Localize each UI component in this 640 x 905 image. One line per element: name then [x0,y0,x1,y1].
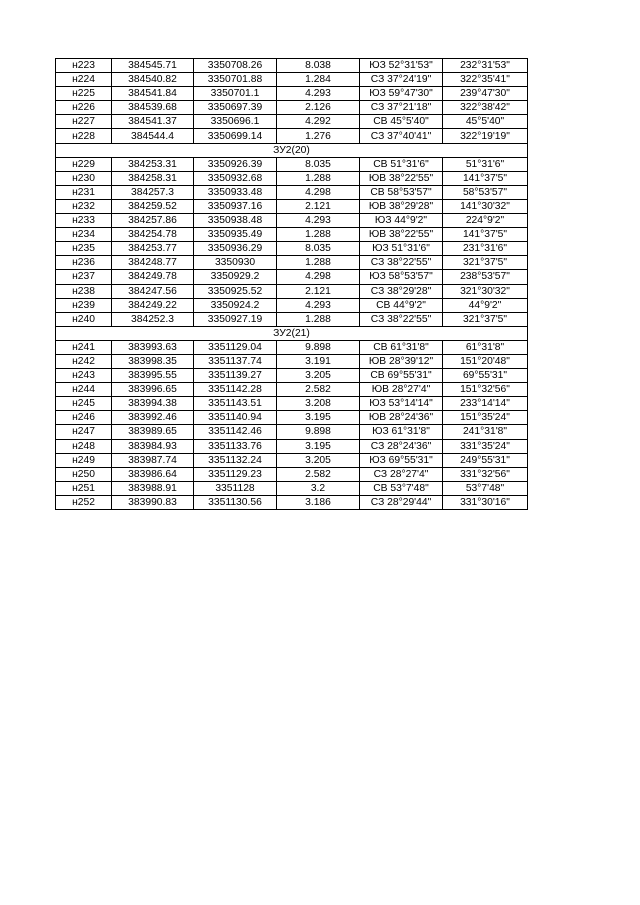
azimuth-cell: 322°19'19" [443,129,528,143]
point-name-cell: н233 [56,214,112,228]
y-coordinate-cell: 3350926.39 [194,157,277,171]
distance-cell: 2.582 [277,467,360,481]
azimuth-cell: 141°30'32" [443,199,528,213]
rhumb-cell: СВ 69°55'31" [360,369,443,383]
azimuth-cell: 238°53'57" [443,270,528,284]
point-name-cell: н247 [56,425,112,439]
x-coordinate-cell: 383984.93 [112,439,194,453]
rhumb-cell: ЮЗ 61°31'8" [360,425,443,439]
point-name-cell: н241 [56,340,112,354]
table-row [56,228,528,242]
azimuth-cell: 141°37'5" [443,228,528,242]
distance-cell: 1.288 [277,228,360,242]
rhumb-cell: ЮЗ 44°9'2" [360,214,443,228]
x-coordinate-cell: 384248.77 [112,256,194,270]
azimuth-cell: 151°20'48" [443,354,528,368]
azimuth-cell: 233°14'14" [443,397,528,411]
distance-cell: 2.126 [277,101,360,115]
x-coordinate-cell: 384258.31 [112,171,194,185]
distance-cell: 3.208 [277,397,360,411]
point-name-cell: н252 [56,495,112,509]
azimuth-cell: 322°38'42" [443,101,528,115]
point-name-cell: н240 [56,312,112,326]
y-coordinate-cell: 3351129.23 [194,467,277,481]
distance-cell: 4.293 [277,214,360,228]
distance-cell: 9.898 [277,425,360,439]
point-name-cell: н248 [56,439,112,453]
distance-cell: 3.205 [277,369,360,383]
table-row [56,256,528,270]
y-coordinate-cell: 3351142.28 [194,383,277,397]
table-row [56,495,528,509]
y-coordinate-cell: 3351133.76 [194,439,277,453]
point-name-cell: н243 [56,369,112,383]
azimuth-cell: 45°5'40" [443,115,528,129]
y-coordinate-cell: 3350933.48 [194,185,277,199]
distance-cell: 4.292 [277,115,360,129]
table-row [56,73,528,87]
x-coordinate-cell: 384541.84 [112,87,194,101]
y-coordinate-cell: 3351130.56 [194,495,277,509]
table-row [56,185,528,199]
point-name-cell: н226 [56,101,112,115]
coordinates-table [55,58,528,510]
rhumb-cell: ЮЗ 58°53'57" [360,270,443,284]
rhumb-cell: ЮВ 38°22'55" [360,228,443,242]
table-row [56,340,528,354]
azimuth-cell: 224°9'2" [443,214,528,228]
point-name-cell: н232 [56,199,112,213]
distance-cell: 3.191 [277,354,360,368]
rhumb-cell: СЗ 28°24'36" [360,439,443,453]
coordinates-table-body [56,59,528,510]
azimuth-cell: 321°37'5" [443,312,528,326]
point-name-cell: н245 [56,397,112,411]
x-coordinate-cell: 384253.31 [112,157,194,171]
x-coordinate-cell: 384545.71 [112,59,194,73]
point-name-cell: н234 [56,228,112,242]
rhumb-cell: СЗ 37°21'18" [360,101,443,115]
x-coordinate-cell: 383995.55 [112,369,194,383]
point-name-cell: н246 [56,411,112,425]
x-coordinate-cell: 384257.3 [112,185,194,199]
azimuth-cell: 58°53'57" [443,185,528,199]
rhumb-cell: ЮЗ 69°55'31" [360,453,443,467]
y-coordinate-cell: 3351142.46 [194,425,277,439]
rhumb-cell: ЮЗ 51°31'6" [360,242,443,256]
y-coordinate-cell: 3350699.14 [194,129,277,143]
azimuth-cell: 231°31'6" [443,242,528,256]
table-row [56,298,528,312]
y-coordinate-cell: 3351139.27 [194,369,277,383]
point-name-cell: н238 [56,284,112,298]
distance-cell: 1.288 [277,312,360,326]
distance-cell: 3.186 [277,495,360,509]
x-coordinate-cell: 384541.37 [112,115,194,129]
table-row [56,129,528,143]
point-name-cell: н250 [56,467,112,481]
x-coordinate-cell: 383986.64 [112,467,194,481]
azimuth-cell: 151°35'24" [443,411,528,425]
table-row [56,383,528,397]
table-row [56,453,528,467]
azimuth-cell: 321°30'32" [443,284,528,298]
rhumb-cell: СЗ 37°40'41" [360,129,443,143]
rhumb-cell: ЮВ 28°27'4" [360,383,443,397]
rhumb-cell: СВ 45°5'40" [360,115,443,129]
rhumb-cell: СВ 53°7'48" [360,481,443,495]
x-coordinate-cell: 383998.35 [112,354,194,368]
point-name-cell: н230 [56,171,112,185]
rhumb-cell: СЗ 38°22'55" [360,312,443,326]
x-coordinate-cell: 383989.65 [112,425,194,439]
y-coordinate-cell: 3350701.1 [194,87,277,101]
azimuth-cell: 249°55'31" [443,453,528,467]
distance-cell: 4.298 [277,185,360,199]
distance-cell: 3.195 [277,411,360,425]
azimuth-cell: 232°31'53" [443,59,528,73]
distance-cell: 4.293 [277,87,360,101]
section-header-row [56,143,528,157]
point-name-cell: н236 [56,256,112,270]
azimuth-cell: 322°35'41" [443,73,528,87]
azimuth-cell: 331°30'16" [443,495,528,509]
x-coordinate-cell: 383992.46 [112,411,194,425]
x-coordinate-cell: 384249.78 [112,270,194,284]
rhumb-cell: ЮЗ 59°47'30" [360,87,443,101]
rhumb-cell: ЮЗ 52°31'53" [360,59,443,73]
table-row [56,270,528,284]
x-coordinate-cell: 383988.91 [112,481,194,495]
x-coordinate-cell: 383994.38 [112,397,194,411]
table-row [56,157,528,171]
azimuth-cell: 51°31'6" [443,157,528,171]
y-coordinate-cell: 3351137.74 [194,354,277,368]
distance-cell: 8.035 [277,157,360,171]
point-name-cell: н251 [56,481,112,495]
point-name-cell: н237 [56,270,112,284]
rhumb-cell: ЮВ 28°39'12" [360,354,443,368]
y-coordinate-cell: 3350929.2 [194,270,277,284]
rhumb-cell: СЗ 28°27'4" [360,467,443,481]
table-row [56,312,528,326]
x-coordinate-cell: 384544.4 [112,129,194,143]
table-row [56,115,528,129]
y-coordinate-cell: 3351140.94 [194,411,277,425]
azimuth-cell: 239°47'30" [443,87,528,101]
azimuth-cell: 331°32'56" [443,467,528,481]
y-coordinate-cell: 3350936.29 [194,242,277,256]
rhumb-cell: СВ 61°31'8" [360,340,443,354]
y-coordinate-cell: 3350924.2 [194,298,277,312]
rhumb-cell: СВ 58°53'57" [360,185,443,199]
point-name-cell: н227 [56,115,112,129]
distance-cell: 8.035 [277,242,360,256]
y-coordinate-cell: 3350696.1 [194,115,277,129]
x-coordinate-cell: 384247.56 [112,284,194,298]
point-name-cell: н225 [56,87,112,101]
table-row [56,411,528,425]
azimuth-cell: 141°37'5" [443,171,528,185]
distance-cell: 2.121 [277,284,360,298]
x-coordinate-cell: 384252.3 [112,312,194,326]
table-row [56,425,528,439]
section-label: ЗУ2(20) [56,143,528,157]
point-name-cell: н249 [56,453,112,467]
table-row [56,214,528,228]
x-coordinate-cell: 383993.63 [112,340,194,354]
rhumb-cell: СЗ 37°24'19" [360,73,443,87]
table-row [56,284,528,298]
rhumb-cell: ЮВ 38°22'55" [360,171,443,185]
table-row [56,87,528,101]
x-coordinate-cell: 384259.52 [112,199,194,213]
y-coordinate-cell: 3350925.52 [194,284,277,298]
y-coordinate-cell: 3351143.51 [194,397,277,411]
section-header-row [56,326,528,340]
point-name-cell: н223 [56,59,112,73]
table-row [56,467,528,481]
rhumb-cell: СЗ 38°22'55" [360,256,443,270]
azimuth-cell: 53°7'48" [443,481,528,495]
y-coordinate-cell: 3350930 [194,256,277,270]
distance-cell: 2.121 [277,199,360,213]
rhumb-cell: СЗ 28°29'44" [360,495,443,509]
distance-cell: 8.038 [277,59,360,73]
point-name-cell: н235 [56,242,112,256]
azimuth-cell: 321°37'5" [443,256,528,270]
rhumb-cell: ЮВ 28°24'36" [360,411,443,425]
y-coordinate-cell: 3351129.04 [194,340,277,354]
y-coordinate-cell: 3350697.39 [194,101,277,115]
y-coordinate-cell: 3350932.68 [194,171,277,185]
y-coordinate-cell: 3350938.48 [194,214,277,228]
x-coordinate-cell: 384249.22 [112,298,194,312]
table-row [56,397,528,411]
point-name-cell: н239 [56,298,112,312]
table-row [56,59,528,73]
rhumb-cell: СЗ 38°29'28" [360,284,443,298]
rhumb-cell: ЮВ 38°29'28" [360,199,443,213]
point-name-cell: н231 [56,185,112,199]
x-coordinate-cell: 384254.78 [112,228,194,242]
rhumb-cell: ЮЗ 53°14'14" [360,397,443,411]
point-name-cell: н224 [56,73,112,87]
point-name-cell: н242 [56,354,112,368]
distance-cell: 3.205 [277,453,360,467]
azimuth-cell: 241°31'8" [443,425,528,439]
distance-cell: 1.276 [277,129,360,143]
y-coordinate-cell: 3350927.19 [194,312,277,326]
distance-cell: 9.898 [277,340,360,354]
azimuth-cell: 44°9'2" [443,298,528,312]
table-row [56,101,528,115]
x-coordinate-cell: 384539.68 [112,101,194,115]
y-coordinate-cell: 3350708.26 [194,59,277,73]
table-row [56,199,528,213]
y-coordinate-cell: 3351128 [194,481,277,495]
distance-cell: 1.288 [277,256,360,270]
distance-cell: 4.293 [277,298,360,312]
x-coordinate-cell: 384257.86 [112,214,194,228]
x-coordinate-cell: 383996.65 [112,383,194,397]
table-row [56,481,528,495]
distance-cell: 4.298 [277,270,360,284]
y-coordinate-cell: 3350701.88 [194,73,277,87]
x-coordinate-cell: 384253.77 [112,242,194,256]
table-row [56,242,528,256]
azimuth-cell: 151°32'56" [443,383,528,397]
table-row [56,369,528,383]
x-coordinate-cell: 383990.83 [112,495,194,509]
y-coordinate-cell: 3351132.24 [194,453,277,467]
distance-cell: 3.2 [277,481,360,495]
table-row [56,171,528,185]
x-coordinate-cell: 384540.82 [112,73,194,87]
distance-cell: 2.582 [277,383,360,397]
y-coordinate-cell: 3350937.16 [194,199,277,213]
azimuth-cell: 331°35'24" [443,439,528,453]
rhumb-cell: СВ 44°9'2" [360,298,443,312]
distance-cell: 1.288 [277,171,360,185]
x-coordinate-cell: 383987.74 [112,453,194,467]
azimuth-cell: 69°55'31" [443,369,528,383]
table-row [56,439,528,453]
section-label: ЗУ2(21) [56,326,528,340]
distance-cell: 3.195 [277,439,360,453]
point-name-cell: н228 [56,129,112,143]
point-name-cell: н244 [56,383,112,397]
rhumb-cell: СВ 51°31'6" [360,157,443,171]
y-coordinate-cell: 3350935.49 [194,228,277,242]
table-row [56,354,528,368]
point-name-cell: н229 [56,157,112,171]
azimuth-cell: 61°31'8" [443,340,528,354]
distance-cell: 1.284 [277,73,360,87]
